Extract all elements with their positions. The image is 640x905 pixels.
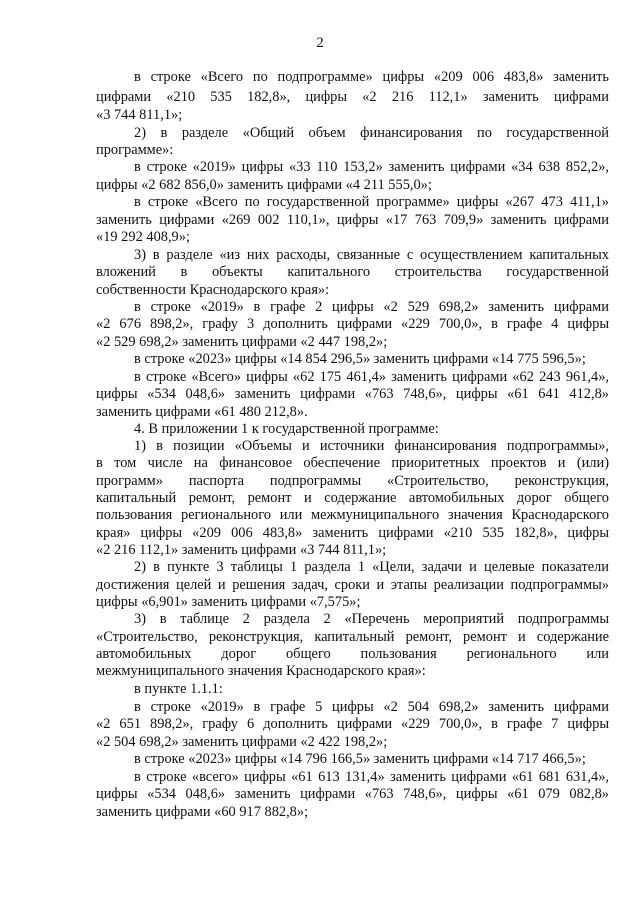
text-line: заменить цифрами «60 917 882,8»; (96, 804, 309, 820)
text-line: в строке «2023» цифры «14 854 296,5» заменить цифрами «14 775 596,5»; (134, 351, 586, 367)
text-line: программ» паспорта подпрограммы «Строительство, реконструкция, (96, 473, 609, 489)
text-line: капитальный ремонт, ремонт и содержание автомобильных дорог общего (96, 490, 609, 506)
text-line: края» цифры «209 006 483,8» заменить цифрами «210 535 182,8», цифры (96, 525, 609, 541)
text-line: цифры «534 048,6» заменить цифрами «763 748,6», цифры «61 079 082,8» (96, 786, 609, 802)
text-line: «2 529 698,2» заменить цифрами «2 447 198,2»; (96, 334, 388, 350)
text-line: «3 744 811,1»; (96, 107, 183, 123)
text-line: автомобильных дорог общего пользования регионального или (96, 646, 609, 662)
text-line: вложений в объекты капитального строительства государственной (96, 264, 609, 280)
text-line: в строке «всего» цифры «61 613 131,4» заменить цифрами «61 681 631,4», (134, 769, 609, 785)
text-line: цифрами «210 535 182,8», цифры «2 216 112,1» заменить цифрами (96, 89, 609, 105)
text-line: 3) в таблице 2 раздела 2 «Перечень мероприятий подпрограммы (134, 611, 609, 627)
text-line: программе»: (96, 142, 174, 158)
text-line: 2) в пункте 3 таблицы 1 раздела 1 «Цели, задачи и целевые показатели (134, 559, 609, 575)
text-line: цифры «2 682 856,0» заменить цифрами «4 211 555,0»; (96, 177, 432, 193)
text-line: «2 504 698,2» заменить цифрами «2 422 198,2»; (96, 734, 388, 750)
text-line: 4. В приложении 1 к государственной программе: (134, 421, 439, 437)
text-line: «2 676 898,2», графу 3 дополнить цифрами «229 700,0», в графе 4 цифры (96, 316, 609, 332)
text-line: 2) в разделе «Общий объем финансирования по государственной (134, 125, 609, 141)
text-line: 3) в разделе «из них расходы, связанные с осуществлением капитальных (134, 247, 609, 263)
text-line: в строке «Всего» цифры «62 175 461,4» заменить цифрами «62 243 961,4», (134, 369, 609, 385)
text-line: в строке «2023» цифры «14 796 166,5» заменить цифрами «14 717 466,5»; (134, 751, 586, 767)
text-line: в строке «2019» в графе 5 цифры «2 504 698,2» заменить цифрами (134, 699, 609, 715)
text-line: в строке «2019» цифры «33 110 153,2» заменить цифрами «34 638 852,2», (134, 159, 609, 175)
text-line: в том числе на финансовое обеспечение приоритетных проектов и (или) (96, 455, 609, 471)
text-line: собственности Краснодарского края»: (96, 282, 330, 298)
text-line: «2 216 112,1» заменить цифрами «3 744 811,1»; (96, 542, 387, 558)
text-line: в строке «Всего по подпрограмме» цифры «209 006 483,8» заменить (134, 69, 609, 85)
text-line: «Строительство, реконструкция, капитальный ремонт, ремонт и содержание (96, 629, 609, 645)
text-line: в строке «2019» в графе 2 цифры «2 529 698,2» заменить цифрами (134, 299, 609, 315)
text-line: заменить цифрами «61 480 212,8». (96, 404, 308, 420)
text-line: заменить цифрами «269 002 110,1», цифры «17 763 709,9» заменить цифрами (96, 212, 609, 228)
text-line: в пункте 1.1.1: (134, 681, 223, 697)
text-line: межмуниципального значения Краснодарского края»: (96, 663, 426, 679)
text-line: 1) в позиции «Объемы и источники финансирования подпрограммы», (134, 438, 609, 454)
text-line: цифры «6,901» заменить цифрами «7,575»; (96, 594, 361, 610)
page-number: 2 (316, 35, 324, 51)
text-line: «19 292 408,9»; (96, 229, 190, 245)
text-line: в строке «Всего по государственной программе» цифры «267 473 411,1» (134, 194, 609, 210)
text-line: «2 651 898,2», графу 6 дополнить цифрами «229 700,0», в графе 7 цифры (96, 716, 609, 732)
text-line: пользования регионального или межмуниципального значения Краснодарского (96, 507, 609, 523)
text-line: достижения целей и решения задач, сроки и этапы реализации подпрограммы» (96, 577, 609, 593)
text-line: цифры «534 048,6» заменить цифрами «763 748,6», цифры «61 641 412,8» (96, 386, 609, 402)
